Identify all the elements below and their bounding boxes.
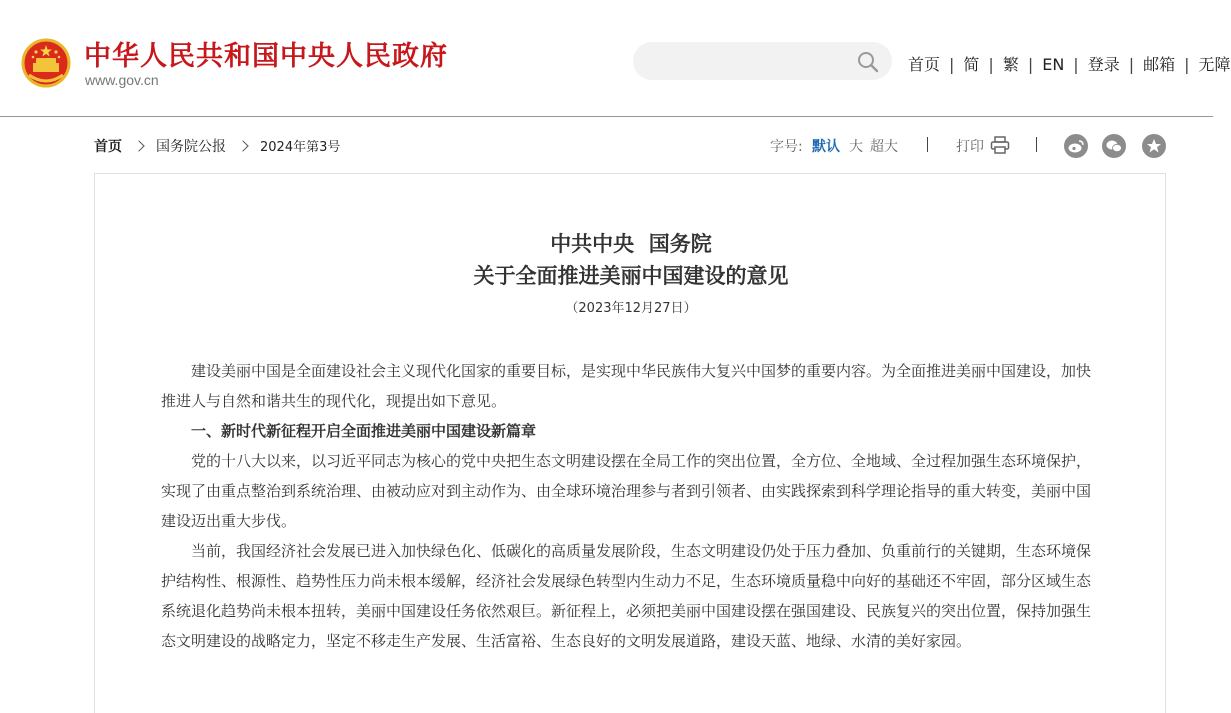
chevron-right-icon	[237, 140, 248, 151]
nav-separator: |	[949, 55, 955, 74]
search-bar	[633, 42, 892, 80]
nav-english[interactable]: EN	[1042, 55, 1065, 74]
nav-accessibility[interactable]: 无障	[1198, 55, 1231, 74]
font-size-default[interactable]: 默认	[812, 139, 840, 155]
breadcrumb	[94, 136, 340, 156]
site-header	[0, 0, 1231, 117]
crumb-toolbar	[94, 134, 1166, 156]
nav-simplified[interactable]: 简	[963, 55, 980, 74]
article-paragraph: 党的十八大以来，以习近平同志为核心的党中央把生态文明建设摆在全局工作的突出位置，全方位、全地域、全过程加强生态环境保护，实现了由重点整治到系统治理、由被动应对到主动作为、由全球环境治理参与者到引领者、由实践探索到科学理论指导的重大转变，美丽中国建设迈出重大步伐。	[161, 452, 1092, 530]
nav-home[interactable]: 首页	[908, 55, 941, 74]
nav-mail[interactable]: 邮箱	[1143, 55, 1176, 74]
section-heading: 一、新时代新征程开启全面推进美丽中国建设新篇章	[191, 422, 537, 440]
font-size-label: 字号:	[770, 139, 803, 155]
search-icon[interactable]	[856, 50, 880, 74]
top-nav	[908, 52, 1231, 75]
favorite-icon[interactable]	[1142, 134, 1166, 158]
tool-divider	[1036, 137, 1037, 152]
nav-separator: |	[988, 55, 994, 74]
breadcrumb-gazette[interactable]: 国务院公报	[156, 139, 226, 155]
breadcrumb-issue[interactable]: 2024年第3号	[260, 140, 341, 155]
breadcrumb-home[interactable]: 首页	[94, 139, 122, 155]
article-container	[94, 173, 1166, 713]
wechat-icon[interactable]	[1102, 134, 1126, 158]
article-tools	[770, 134, 1166, 156]
article-paragraph: 建设美丽中国是全面建设社会主义现代化国家的重要目标，是实现中华民族伟大复兴中国梦的重要内容。为全面推进美丽中国建设，加快推进人与自然和谐共生的现代化，现提出如下意见。	[161, 362, 1092, 410]
site-url[interactable]: www.gov.cn	[85, 72, 159, 88]
article-title: 关于全面推进美丽中国建设的意见	[473, 263, 789, 288]
nav-separator: |	[1073, 55, 1079, 74]
article-body	[161, 356, 1091, 656]
national-emblem-icon[interactable]	[21, 37, 71, 89]
article-date: （2023年12月27日）	[565, 301, 697, 316]
nav-separator: |	[1027, 55, 1034, 74]
nav-traditional[interactable]: 繁	[1002, 55, 1019, 74]
article-paragraph: 当前，我国经济社会发展已进入加快绿色化、低碳化的高质量发展阶段，生态文明建设仍处于压力叠加、负重前行的关键期，生态环境保护结构性、根源性、趋势性压力尚未根本缓解，经济社会发展绿色转型内生动力不足，生态环境质量稳中向好的基础还不牢固，部分区域生态系统退化趋势尚未根本扭转，美丽中国建设任务依然艰巨。新征程上，必须把美丽中国建设摆在强国建设、民族复兴的突出位置，保持加强生态文明建设的战略定力，坚定不移走生产发展、生活富裕、生态良好的文明发展道路，建设天蓝、地绿、水清的美好家园。	[161, 542, 1092, 650]
nav-separator: |	[1128, 55, 1135, 74]
chevron-right-icon	[133, 140, 144, 151]
font-size-xlarge[interactable]: 超大	[870, 139, 898, 155]
font-size-large[interactable]: 大	[849, 139, 863, 155]
nav-separator: |	[1184, 55, 1190, 74]
nav-login[interactable]: 登录	[1087, 55, 1120, 74]
article-title-issuer: 中共中央 国务院	[550, 231, 712, 256]
print-label[interactable]: 打印	[956, 139, 984, 155]
search-input[interactable]	[651, 42, 851, 80]
weibo-icon[interactable]	[1064, 134, 1088, 158]
print-icon[interactable]	[990, 136, 1010, 154]
site-title[interactable]: 中华人民共和国中央人民政府	[84, 41, 448, 72]
tool-divider	[927, 137, 928, 152]
